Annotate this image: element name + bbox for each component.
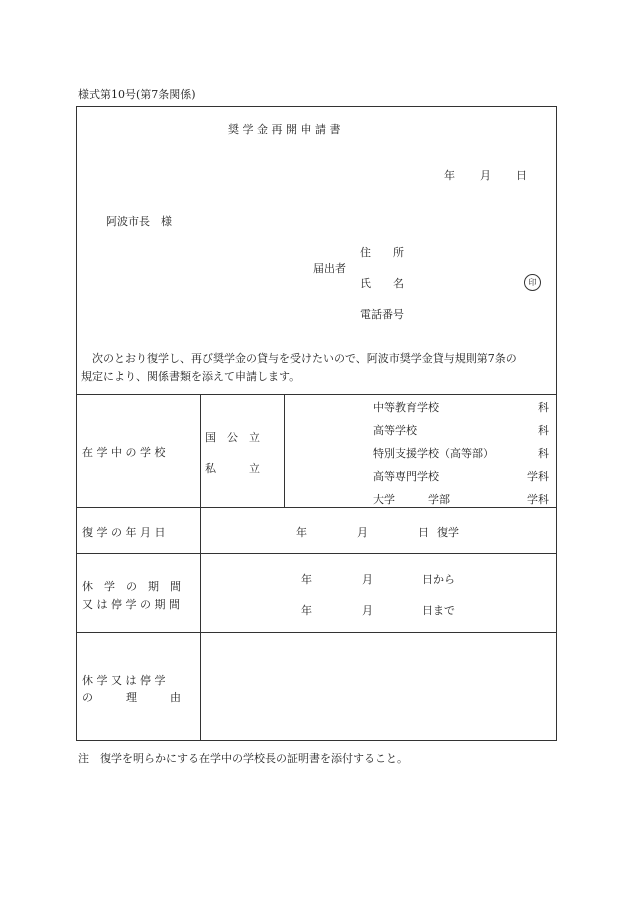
leave-period-label-2: 又 は 停 学 の 期 間 (82, 598, 180, 611)
statement-line-1: 次のとおり復学し、再び奨学金の貸与を受けたいので、阿波市奨学金貸与規則第7条の (81, 352, 517, 365)
leave-period-label-1: 休 学 の 期 間 (82, 580, 181, 593)
leave-reason-field[interactable] (205, 640, 550, 735)
school-type-1-suffix: 科 (538, 424, 549, 437)
school-type-4-suffix: 学科 (527, 493, 549, 506)
return-date-label: 復 学 の 年 月 日 (82, 526, 166, 539)
national-public-label: 国 公 立 (205, 431, 260, 444)
name-label: 氏 名 (360, 277, 404, 290)
form-title: 奨 学 金 再 開 申 請 書 (228, 123, 341, 136)
applicant-label: 届出者 (313, 262, 346, 275)
school-type-2: 特別支援学校（高等部） (373, 447, 494, 460)
leave-to-day: 日まで (422, 604, 455, 617)
date-day-label: 日 (516, 169, 527, 182)
form-number: 様式第10号(第7条関係) (78, 88, 196, 101)
school-type-3-suffix: 学科 (527, 470, 549, 483)
school-type-0: 中等教育学校 (373, 401, 439, 414)
leave-from-day: 日から (422, 573, 455, 586)
school-type-3: 高等専門学校 (373, 470, 439, 483)
return-year: 年 (296, 526, 307, 539)
school-type-0-suffix: 科 (538, 401, 549, 414)
phone-label: 電話番号 (360, 308, 404, 321)
return-month: 月 (357, 526, 368, 539)
leave-to-month: 月 (362, 604, 373, 617)
leave-from-year: 年 (301, 573, 312, 586)
seal-mark: 印 (524, 274, 541, 291)
leave-from-month: 月 (362, 573, 373, 586)
leave-reason-label-1: 休 学 又 は 停 学 (82, 674, 166, 687)
addressee: 阿波市長 様 (106, 215, 172, 228)
school-type-4: 大学 学部 (373, 493, 450, 506)
school-label: 在 学 中 の 学 校 (82, 446, 166, 459)
leave-reason-label-2: の 理 由 (82, 691, 181, 704)
date-year-label: 年 (444, 169, 455, 182)
statement-line-2: 規定により、関係書類を添えて申請します。 (81, 370, 301, 383)
return-suffix: 復学 (437, 526, 459, 539)
footnote: 注 復学を明らかにする在学中の学校長の証明書を添付すること。 (78, 752, 408, 765)
date-month-label: 月 (480, 169, 491, 182)
school-type-2-suffix: 科 (538, 447, 549, 460)
private-label: 私 立 (205, 462, 260, 475)
return-day: 日 (418, 526, 429, 539)
leave-to-year: 年 (301, 604, 312, 617)
school-type-1: 高等学校 (373, 424, 417, 437)
address-label: 住 所 (360, 246, 404, 259)
